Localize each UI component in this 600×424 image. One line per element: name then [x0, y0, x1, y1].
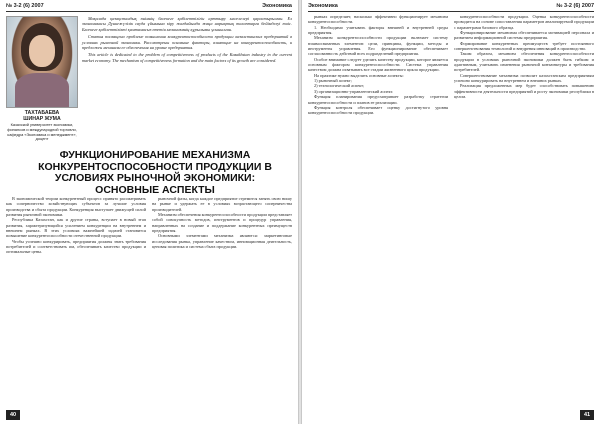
author-surname: ТАХТАБАЕВА [24, 110, 60, 116]
page-number: 40 [6, 410, 20, 420]
left-column-1 [6, 196, 146, 255]
paragraph: На практике нужно выделить основные аспекты: [314, 72, 404, 78]
section-name: Экономика [262, 3, 292, 9]
right-page [302, 0, 600, 424]
list-item: 3) организационно-управленческий аспект. [314, 88, 394, 94]
paragraph: рынках определяет, насколько эффективно функционирует механизм конкурентоспособности. [308, 14, 448, 25]
author-affiliation: Казахский университет экономики, финансов и международной торговли, кафедра «Экономика и менеджмент», доцент [7, 122, 77, 142]
paragraph: 1. Необходимо учитывать факторы внешней и внутренней среды предприятия. [308, 24, 448, 36]
paragraph: Чтобы успешно конкурировать, предприятия должны знать требования потребителей и соответствовать им, обеспечивать качество продукции и оптимальные цены. [6, 238, 146, 255]
paragraph: Особое внимание следует уделять качеству продукции, которое является основным фактором конкурентоспособности. Система управления качеством должна охватывать все стадии жизненного цикла продукции. [308, 56, 448, 73]
author-photo [6, 16, 78, 108]
abstract-kazakh: Мақалада қазақстандық өнімнің бәсекеге қабілеттілігін арттыру мәселелері қарастырылған. Ел экономикасы Дүниежүзілік сауда ұйымына кіру жағдайында жаңа нарықтық талаптарға бейімделуі тиіс. Бәсекеге қабілеттілікті қамтамасыз ететін механизмнің құрылымы ұсынылған. [82, 16, 292, 32]
right-column-1 [308, 14, 448, 116]
right-page-header [308, 2, 594, 12]
right-column-2 [454, 14, 594, 100]
abstract [82, 16, 292, 65]
paragraph: Таким образом, механизм обеспечения конкурентоспособности продукции в условиях рыночной экономики должен быть гибким и адаптивным, учитывать изменения рыночной конъюнктуры и требования потребителей. [454, 51, 594, 73]
paragraph: Совершенствование механизма позволит казахстанским предприятиям успешно конкурировать на внутреннем и внешних рынках. [454, 72, 594, 84]
issue-number: № 3-2 (6) 2007 [556, 3, 594, 9]
author-block [4, 110, 80, 142]
page-number: 41 [580, 410, 594, 420]
paragraph: Республика Казахстан, как и другие страны, вступает в новый этап развития, характеризующийся усилением конкуренции на внутреннем и внешнем рынках. В этих условиях важнейшей задачей становится повышение конкурентоспособности отечественной продукции. [6, 217, 146, 239]
paragraph: В экономической теории конкурентный процесс принято рассматривать как соперничество хозяйствующих субъектов за лучшие условия производства и сбыта продукции. Конкуренция выступает движущей силой развития рыночной экономики. [6, 196, 146, 218]
abstract-russian: Статья посвящена проблеме повышения конкурентоспособности продукции казахстанских предприятий в условиях рыночной экономики. Рассмотрены основные факторы, влияющие на конкурентоспособность, и предложен механизм ее обеспечения на уровне предприятия. [82, 34, 292, 51]
paragraph: Механизм конкурентоспособности продукции включает систему взаимосвязанных элементов: цели, принципы, функции, методы и инструменты управления. Его функционирование обеспечивает согласованность действий всех подразделений предприятия. [308, 35, 448, 57]
paragraph: Функция планирования предусматривает разработку стратегии конкурентоспособности и планов ее реализации. [308, 94, 448, 105]
paragraph: конкурентоспособности продукции. Оценка конкурентоспособности проводится на основе сопоставления параметров анализируемой продукции с параметрами базового образца. [454, 14, 594, 30]
left-column-2 [152, 196, 292, 249]
left-page-header [6, 2, 292, 12]
left-page [0, 0, 298, 424]
paragraph: Механизм обеспечения конкурентоспособности продукции представляет собой совокупность методов, инструментов и процедур управления, направленных на создание и поддержание конкурентных преимуществ предприятия. [152, 212, 292, 234]
paragraph: Формирование конкурентных преимуществ требует постоянного совершенствования технологий и внедрения инноваций в производство. [454, 40, 594, 52]
paragraph: рыночной фазы, когда каждое предприятие стремится занять свою нишу на рынке и удержать ее в условиях возрастающего соперничества производителей. [152, 196, 292, 212]
paragraph: Функция контроля обеспечивает оценку достигнутого уровня конкурентоспособности продукции. [308, 104, 448, 116]
article-title: ФУНКЦИОНИРОВАНИЕ МЕХАНИЗМА КОНКУРЕНТОСПОСОБНОСТИ ПРОДУКЦИИ В УСЛОВИЯХ РЫНОЧНОЙ ЭКОНОМИКИ: ОСНОВНЫЕ АСПЕКТЫ [38, 149, 272, 196]
paragraph: Функционирование механизма обеспечивается мотивацией персонала и развитием информационной системы предприятия. [454, 30, 594, 41]
paragraph: Основными элементами механизма являются: маркетинговые исследования рынка, управление качеством, инновационная деятельность, ценовая политика и система сбыта продукции. [152, 233, 292, 250]
issue-number: № 3-2 (6) 2007 [6, 3, 44, 9]
list-item: 2) технологический аспект; [314, 83, 365, 89]
author-name: ШИНАР ЖУМА [23, 116, 61, 122]
abstract-english: This article is dedicated to the problem of competitiveness of products of the Kazakhstan industry in the current market economy. The mechanism of competitiveness formation and the main factors of its growth are considered. [82, 52, 292, 63]
section-name: Экономика [308, 3, 338, 9]
paragraph: Реализация предложенных мер будет способствовать повышению эффективности деятельности предприятий и росту экономики республики в целом. [454, 83, 594, 100]
list-item: 1) рыночный аспект; [314, 78, 352, 84]
